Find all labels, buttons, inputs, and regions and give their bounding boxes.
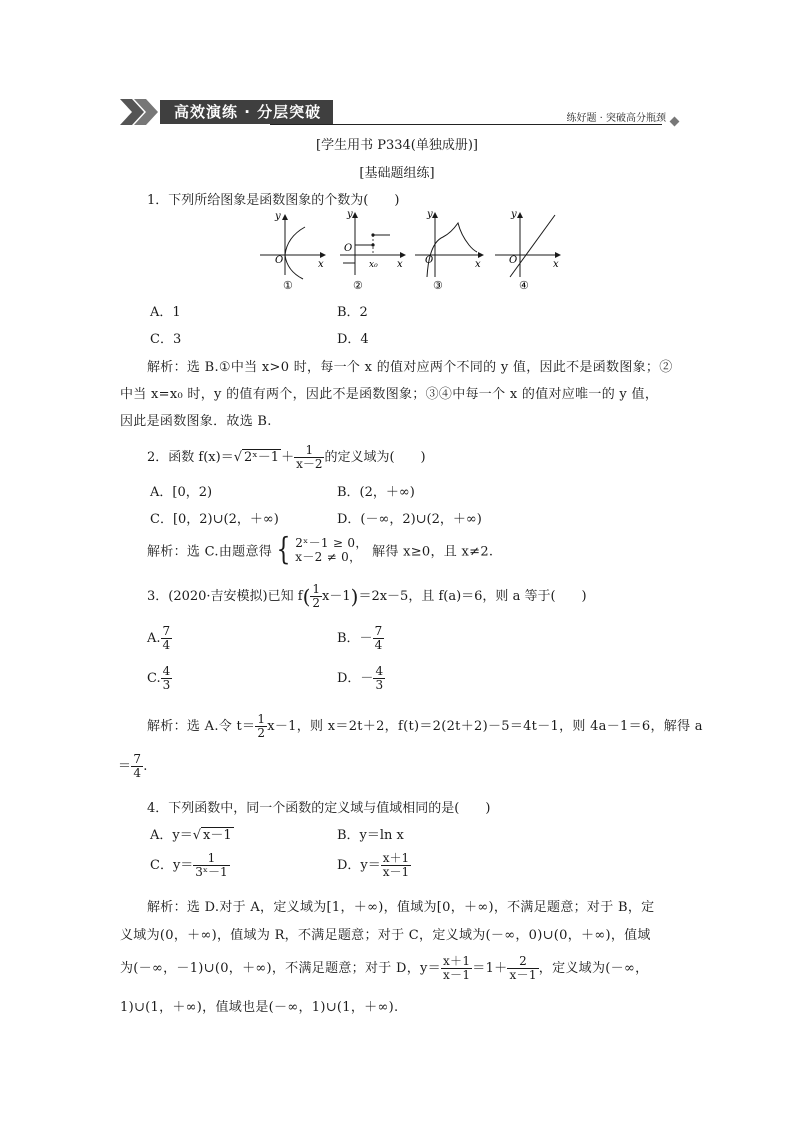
q2-expl-suffix: 解得 x≥0，且 x≠2. [372, 544, 494, 560]
q3-option-b-num: 7 [374, 624, 383, 638]
q4-option-a-root: x－1 [203, 828, 232, 843]
q4-expl3-frac2-num: 2 [507, 955, 538, 969]
graph-3-origin: O [425, 255, 434, 266]
q3-option-c-prefix: C. [147, 671, 161, 686]
q3-option-b [337, 625, 384, 652]
q4-expl3-mid: ＝1＋ [472, 961, 508, 976]
right-paren-icon: ) [350, 584, 359, 609]
q4-expl3-suffix: ，定义域为(－∞， [538, 961, 649, 976]
q4-explanation-line-4: 1)∪(1，＋∞)，值域也是(－∞，1)∪(1，＋∞). [120, 1000, 399, 1015]
q2-stem-suffix: 的定义域为( ) [324, 450, 426, 465]
q3-expl-eq: ＝ [118, 759, 132, 774]
q4-explanation-line-2: 义域为(0，＋∞)，值域为 R，不满足题意；对于 C，定义域为(－∞，0)∪(0，＋∞)，值域 [120, 928, 651, 943]
q1-option-b: B．2 [337, 305, 368, 320]
q4-option-d-den: x－1 [382, 865, 410, 879]
q4-explanation-line-1: 解析：选 D.对于 A，定义域为[1，＋∞)，值域为[0，＋∞)，不满足题意；对于 B，定 [147, 900, 655, 915]
q4-option-d-prefix: D．y＝ [337, 858, 381, 873]
q3-expl-answer-num: 7 [133, 752, 142, 766]
q2-stem-prefix: 2．函数 f(x)＝ [147, 450, 234, 465]
q2-system-line-1: 2ˣ－1 ≥ 0， [295, 536, 368, 550]
graph-2-origin: O [344, 243, 353, 254]
diamond-icon [670, 117, 680, 127]
q3-option-a-prefix: A. [147, 631, 161, 646]
q4-expl3-frac1-den: x－1 [442, 968, 471, 982]
graph-2-y-label: y [347, 209, 353, 220]
q2-system [295, 536, 367, 564]
q1-option-d: D．4 [337, 332, 369, 347]
graph-2-x0-label: x₀ [369, 260, 378, 270]
q3-option-a-den: 4 [162, 638, 171, 652]
q4-option-d [337, 852, 411, 879]
graph-2 [340, 209, 405, 292]
q3-stem-mid: x－1 [322, 589, 351, 604]
q4-option-c-den: 3ˣ－1 [195, 865, 228, 879]
q4-stem: 4．下列函数中，同一个函数的定义域与值域相同的是( ) [147, 801, 491, 816]
graph-1-y-label: y [275, 211, 281, 222]
q3-stem-prefix: 3．(2020·吉安模拟)已知 f [147, 589, 303, 604]
q2-option-d: D．(－∞，2)∪(2，＋∞) [337, 512, 482, 527]
brace-icon: { [276, 532, 291, 568]
q3-expl-frac-den: 2 [257, 726, 266, 740]
q2-expl-prefix: 解析：选 C.由题意得 [147, 544, 273, 560]
left-paren-icon: ( [302, 584, 311, 609]
q3-option-a [147, 625, 172, 652]
banner-rule [270, 124, 662, 125]
q2-option-b: B．(2，＋∞) [337, 485, 415, 500]
q2-fraction [294, 444, 324, 471]
graph-2-label: ② [353, 279, 363, 292]
q2-frac-denominator: x－2 [296, 457, 323, 471]
banner-slogan: 练好题 · 突破高分瓶颈 [566, 113, 666, 124]
graph-4-label: ④ [519, 279, 529, 292]
graph-4-y-label: y [511, 209, 517, 220]
q2-option-a: A．[0，2) [150, 485, 213, 500]
graph-4-origin: O [509, 255, 518, 266]
q3-frac-denominator: 2 [312, 596, 321, 610]
q2-option-c: C．[0，2)∪(2，＋∞) [150, 512, 279, 527]
q4-expl3-frac2-den: x－1 [509, 968, 537, 982]
q3-expl-body: x－1，则 x＝2t＋2，f(t)＝2(2t＋2)－5＝4t－1，则 4a－1＝6，解得 a [267, 719, 703, 734]
q3-option-d-num: 4 [375, 664, 384, 678]
header-banner [120, 97, 680, 131]
graph-1-origin: O [275, 255, 284, 266]
banner-title: 高效演练 · 分层突破 [160, 100, 333, 124]
q3-stem [147, 583, 587, 610]
graph-3-label: ③ [433, 279, 443, 292]
q3-option-d-prefix: D．－ [337, 671, 374, 686]
q2-stem [147, 444, 426, 471]
q3-option-d-den: 3 [375, 678, 384, 692]
q4-option-d-num: x＋1 [382, 851, 410, 865]
graph-1-x-label: x [318, 259, 324, 270]
graph-3-x-label: x [475, 259, 481, 270]
section-heading: [基础题组练] [359, 166, 435, 181]
q4-option-c [150, 852, 230, 879]
q3-stem-suffix: ＝2x－5，且 f(a)＝6，则 a 等于( ) [358, 589, 587, 604]
q1-option-a: A．1 [150, 305, 181, 320]
q3-expl-prefix: 解析：选 A.令 t＝ [147, 719, 256, 734]
q4-option-a [150, 824, 234, 843]
q2-frac-numerator: 1 [294, 444, 324, 458]
q1-explanation-line-3: 因此是函数图象．故选 B. [120, 414, 272, 429]
chevron-decoration-icon [120, 97, 164, 127]
book-reference: [学生用书 P334(单独成册)] [316, 138, 478, 153]
graph-1 [260, 211, 325, 292]
sqrt-icon: √ [233, 450, 242, 465]
graph-3-y-label: y [427, 209, 433, 220]
q3-option-d [337, 665, 385, 692]
sqrt-icon: √ [192, 828, 202, 843]
q3-explanation-line-2 [118, 753, 148, 780]
q3-option-c-den: 3 [162, 678, 171, 692]
q3-option-a-num: 7 [162, 624, 171, 638]
q2-plus: ＋ [281, 450, 295, 465]
q4-option-c-prefix: C．y＝ [150, 858, 194, 873]
graph-2-x-label: x [397, 259, 403, 270]
graph-4-x-label: x [553, 259, 559, 270]
q4-option-a-prefix: A．y＝ [150, 828, 193, 843]
q4-expl3-frac1-num: x＋1 [442, 954, 471, 968]
q3-option-b-den: 4 [374, 638, 383, 652]
q3-expl-answer-den: 4 [133, 766, 142, 780]
q3-explanation-line-1 [147, 713, 703, 740]
q4-option-b: B．y＝ln x [337, 828, 404, 843]
graph-1-label: ① [283, 279, 293, 292]
q1-option-c: C．3 [150, 332, 182, 347]
q2-explanation [147, 532, 494, 568]
q1-graphs [255, 205, 575, 295]
graph-3 [415, 209, 483, 292]
q3-option-c-num: 4 [162, 664, 171, 678]
q1-explanation-line-2: 中当 x=x₀ 时，y 的值有两个，因此不是函数图象；③④中每一个 x 的值对应唯一的 y 值， [120, 387, 659, 402]
q4-option-c-num: 1 [193, 852, 229, 866]
q4-explanation-line-3 [120, 955, 648, 982]
q2-system-line-2: x－2 ≠ 0， [295, 550, 362, 564]
q3-fraction [310, 583, 322, 610]
q1-stem: 1．下列所给图象是函数图象的个数为( ) [147, 193, 400, 208]
q4-expl3-prefix: 为(－∞，－1)∪(0，＋∞)，不满足题意；对于 D，y＝ [120, 961, 441, 976]
q3-expl-end: . [143, 759, 148, 774]
q3-expl-frac-num: 1 [257, 712, 266, 726]
q1-explanation-line-1: 解析：选 B.①中当 x>0 时，每一个 x 的值对应两个不同的 y 值，因此不是函数图象；② [147, 360, 673, 375]
graph-4 [495, 209, 560, 292]
q3-option-c [147, 665, 172, 692]
q2-root: 2ˣ－1 [244, 450, 280, 465]
q3-option-b-prefix: B．－ [337, 631, 373, 646]
q3-frac-numerator: 1 [312, 582, 321, 596]
